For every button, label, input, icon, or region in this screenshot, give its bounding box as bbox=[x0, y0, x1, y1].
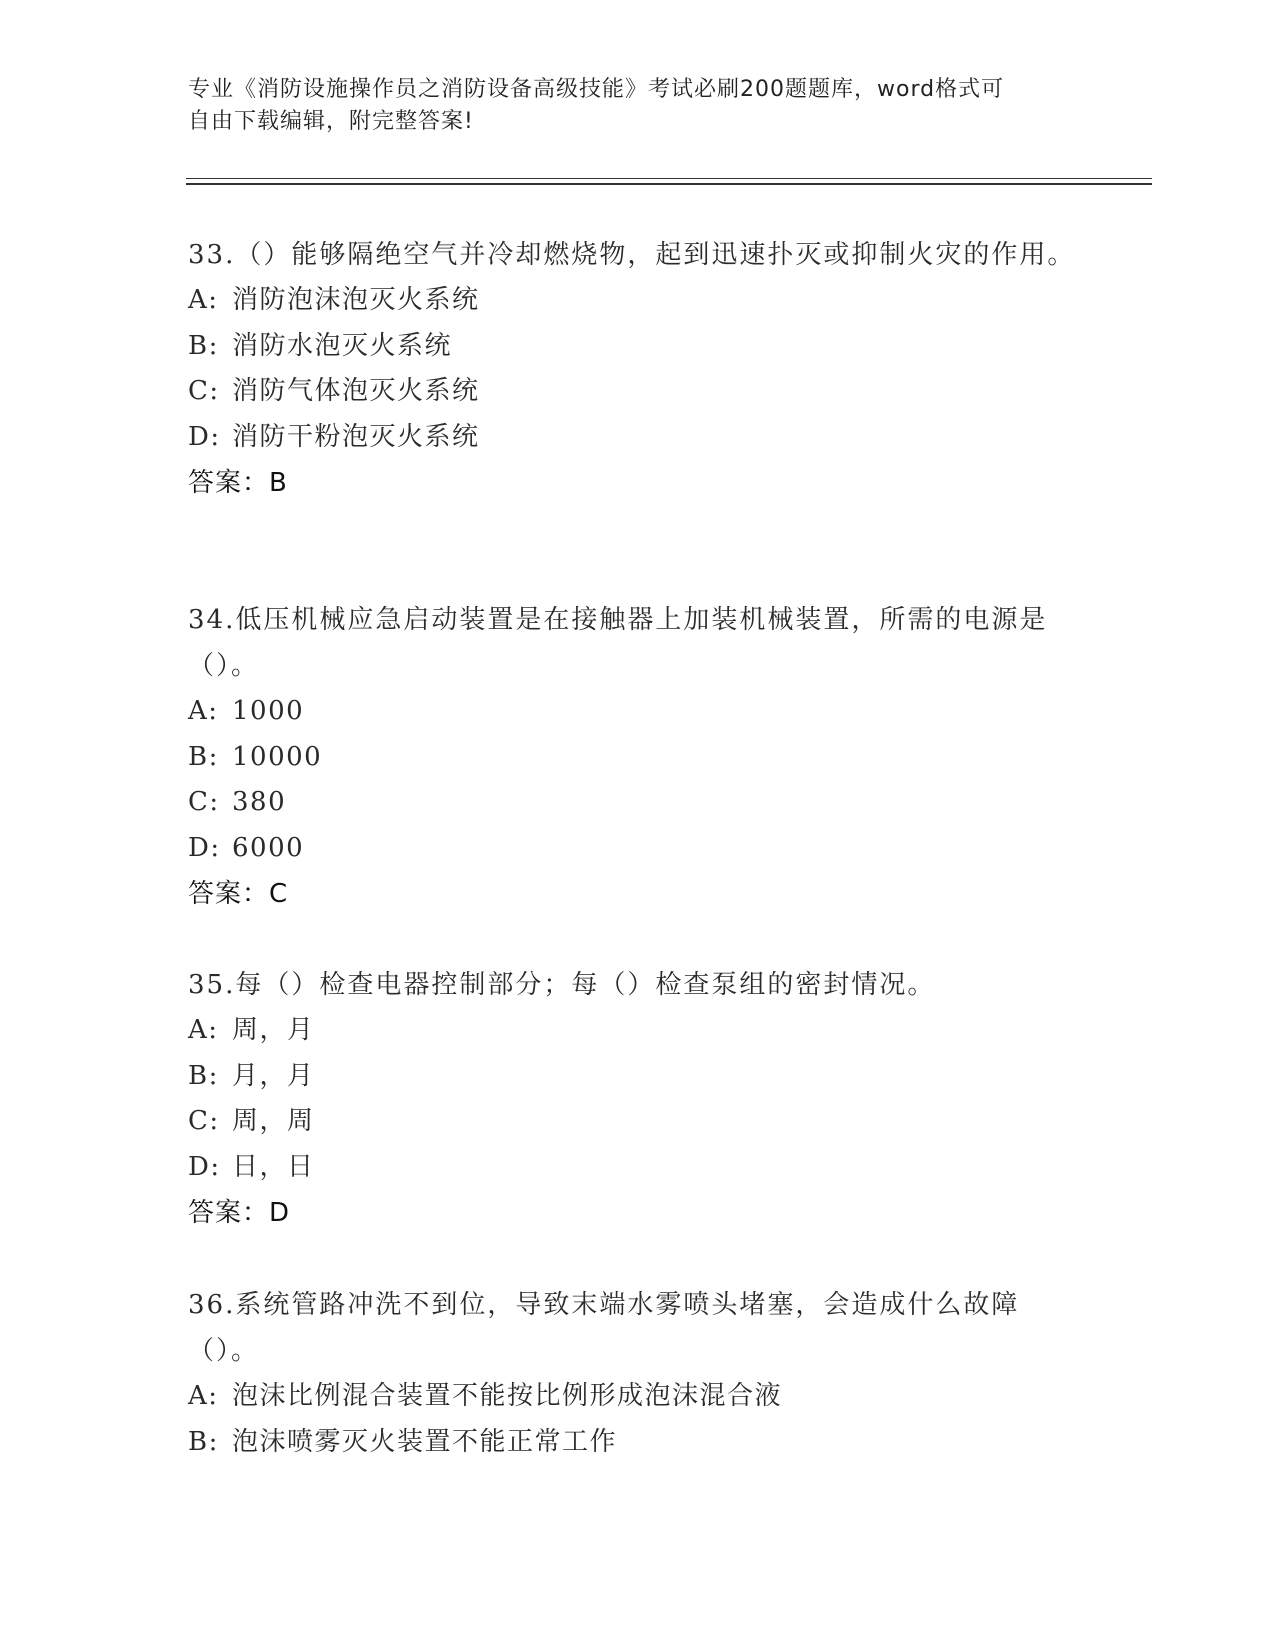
option-text: 消防泡沫泡灭火系统 bbox=[232, 285, 480, 315]
option-text: 月，月 bbox=[232, 1060, 315, 1091]
question-34 bbox=[188, 597, 1088, 917]
option-c bbox=[188, 1099, 1088, 1145]
header-line-1: 专业《消防设施操作员之消防设备高级技能》考试必刷200题题库，word格式可 bbox=[188, 77, 1005, 102]
question-stem: 33.（）能够隔绝空气并冷却燃烧物，起到迅速扑灭或抑制火灾的作用。 bbox=[188, 240, 1076, 270]
option-text: 日，日 bbox=[232, 1151, 315, 1182]
option-label: B: bbox=[188, 741, 219, 772]
option-c bbox=[188, 780, 1088, 826]
question-33 bbox=[188, 232, 1088, 506]
option-d bbox=[188, 415, 1088, 461]
option-text: 泡沫比例混合装置不能按比例形成泡沫混合液 bbox=[232, 1381, 783, 1411]
header-divider-thin bbox=[186, 178, 1152, 179]
answer-line: 答案：C bbox=[188, 879, 289, 909]
option-text: 6000 bbox=[232, 832, 305, 863]
option-text: 380 bbox=[232, 787, 287, 817]
option-text: 消防干粉泡灭火系统 bbox=[232, 421, 480, 452]
option-text: 10000 bbox=[232, 741, 323, 772]
option-b bbox=[188, 1420, 1088, 1466]
option-label: D: bbox=[188, 1151, 221, 1182]
option-d bbox=[188, 1145, 1088, 1191]
header-line-2: 自由下载编辑，附完整答案! bbox=[188, 109, 474, 134]
option-a bbox=[188, 278, 1088, 324]
answer-line: 答案：D bbox=[188, 1198, 291, 1228]
option-a bbox=[188, 689, 1088, 735]
option-c bbox=[188, 369, 1088, 415]
option-a bbox=[188, 1008, 1088, 1054]
option-label: C: bbox=[188, 376, 220, 406]
option-label: C: bbox=[188, 787, 220, 817]
option-text: 泡沫喷雾灭火装置不能正常工作 bbox=[232, 1426, 618, 1457]
option-label: A: bbox=[188, 285, 219, 315]
option-a bbox=[188, 1374, 1088, 1420]
document-header bbox=[188, 74, 1088, 138]
question-stem: 35.每（）检查电器控制部分；每（）检查泵组的密封情况。 bbox=[188, 970, 936, 1000]
option-label: D: bbox=[188, 832, 221, 863]
option-label: C: bbox=[188, 1106, 220, 1136]
question-36 bbox=[188, 1282, 1088, 1465]
option-b bbox=[188, 735, 1088, 781]
option-text: 1000 bbox=[232, 696, 305, 726]
option-text: 消防水泡灭火系统 bbox=[232, 330, 453, 361]
answer-line: 答案：B bbox=[188, 468, 288, 498]
question-35 bbox=[188, 962, 1088, 1236]
option-text: 周，周 bbox=[232, 1106, 315, 1136]
option-b bbox=[188, 1054, 1088, 1100]
option-label: B: bbox=[188, 330, 219, 361]
question-stem: 36.系统管路冲洗不到位，导致末端水雾喷头堵塞，会造成什么故障（）。 bbox=[188, 1290, 1020, 1366]
header-divider-thick bbox=[186, 183, 1152, 185]
option-label: A: bbox=[188, 1381, 219, 1411]
option-label: A: bbox=[188, 696, 219, 726]
option-d bbox=[188, 826, 1088, 872]
option-b bbox=[188, 324, 1088, 370]
question-stem: 34.低压机械应急启动装置是在接触器上加装机械装置，所需的电源是（）。 bbox=[188, 605, 1048, 681]
option-label: D: bbox=[188, 421, 221, 452]
option-label: B: bbox=[188, 1060, 219, 1091]
option-label: B: bbox=[188, 1426, 219, 1457]
option-label: A: bbox=[188, 1015, 219, 1045]
option-text: 周，月 bbox=[232, 1015, 315, 1045]
option-text: 消防气体泡灭火系统 bbox=[232, 376, 480, 406]
